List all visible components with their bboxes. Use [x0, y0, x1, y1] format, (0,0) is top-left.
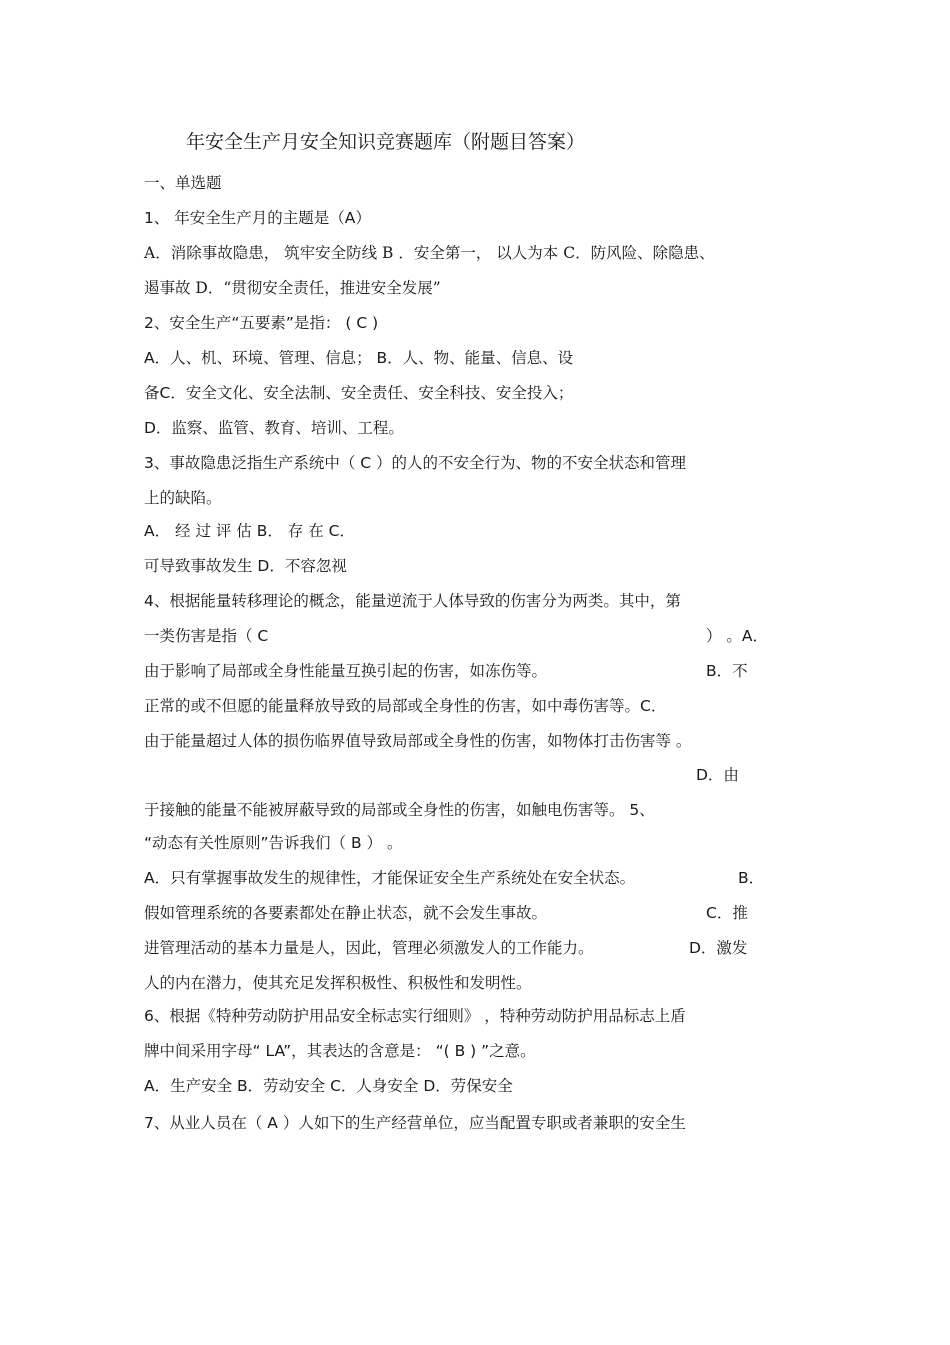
question-6-options: A．生产安全 B．劳动安全 C．人身安全 D．劳保安全 — [144, 1077, 513, 1095]
question-4-option-d-label: D．由 — [696, 766, 739, 784]
question-5-option-c: 进管理活动的基本力量是人，因此，管理必须激发人的工作能力。 — [144, 939, 594, 957]
question-2-options-cont: 备C．安全文化、安全法制、安全责任、安全科技、安全投入； — [144, 384, 574, 402]
question-4-option-d: 于接触的能量不能被屏蔽导致的局部或全身性的伤害，如触电伤害等。 5、 — [144, 801, 655, 819]
question-3-options: A． 经 过 评 估 B． 存 在 C． — [144, 522, 355, 540]
question-3-options-cont: 可导致事故发生 D．不容忽视 — [144, 557, 347, 575]
question-5: “动态有关性原则”告诉我们（ B ） 。 — [144, 834, 403, 852]
question-5-option-c-label: C．推 — [706, 904, 748, 922]
question-4-option-c: 由于能量超过人体的损伤临界值导致局部或全身性的伤害，如物体打击伤害等 。 — [144, 732, 692, 750]
question-5-option-b-label: B． — [738, 869, 765, 887]
question-4-option-a: 由于影响了局部或全身性能量互换引起的伤害，如冻伤等。 — [144, 662, 548, 680]
question-2-options: A．人、机、环境、管理、信息； B．人、物、能量、信息、设 — [144, 349, 574, 367]
question-4-option-b-label: B．不 — [706, 662, 748, 680]
question-7: 7、从业人员在（ A ）人如下的生产经营单位，应当配置专职或者兼职的安全生 — [144, 1114, 686, 1132]
question-1: 1、 年安全生产月的主题是（A） — [144, 209, 371, 227]
question-1-options: A．消除事故隐患， 筑牢安全防线 B ．安全第一， 以人为本 C．防风险、除隐患、 — [144, 244, 715, 262]
question-6-cont: 牌中间采用字母“ LA”，其表达的含意是： “( B ) ”之意。 — [144, 1042, 536, 1060]
question-3: 3、事故隐患泛指生产系统中（ C ）的人的不安全行为、物的不安全状态和管理 — [144, 454, 687, 472]
question-2: 2、安全生产“五要素”是指： ( C ) — [144, 314, 379, 332]
question-4-paren-close: ） 。A． — [706, 627, 769, 645]
question-4-option-b: 正常的或不但愿的能量释放导致的局部或全身性的伤害，如中毒伤害等。C． — [144, 697, 667, 715]
question-5-option-a: A．只有掌握事故发生的规律性，才能保证安全生产系统处在安全状态。 — [144, 869, 636, 887]
question-5-option-d: 人的内在潜力，使其充足发挥积极性、积极性和发明性。 — [144, 974, 532, 992]
question-6: 6、根据《特种劳动防护用品安全标志实行细则》 ，特种劳动防护用品标志上盾 — [144, 1007, 686, 1025]
question-5-option-d-label: D．激发 — [689, 939, 748, 957]
question-2-option-d: D．监察、监管、教育、培训、工程。 — [144, 419, 404, 437]
section-heading: 一、单选题 — [144, 174, 222, 192]
question-4: 4、根据能量转移理论的概念，能量逆流于人体导致的伤害分为两类。其中，第 — [144, 592, 681, 610]
question-1-options-cont: 遏事故 D．“贯彻安全责任，推进安全发展” — [144, 279, 441, 297]
question-5-option-b: 假如管理系统的各要素都处在静止状态，就不会发生事故。 — [144, 904, 548, 922]
question-4-cont: 一类伤害是指（ C — [144, 627, 269, 645]
document-title: 年安全生产月安全知识竞赛题库（附题目答案） — [186, 131, 586, 153]
question-3-cont: 上的缺陷。 — [144, 489, 222, 507]
